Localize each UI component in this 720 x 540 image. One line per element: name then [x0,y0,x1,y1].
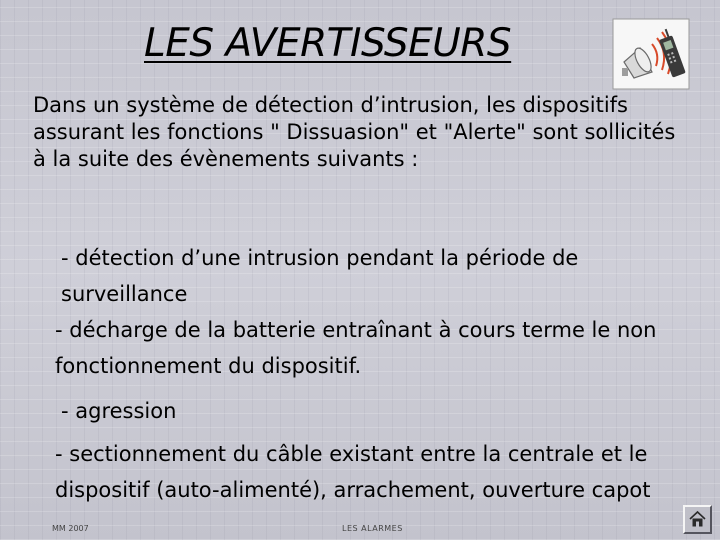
home-button[interactable] [683,505,712,534]
list-item: - décharge de la batterie entraînant à cours terme le non fonctionnement du dispositif. [55,318,657,378]
intro-paragraph: Dans un système de détection d’intrusion, les dispositifs assurant les fonctions " Dissuasion" et "Alerte" sont sollicités à la suite des évènements suivants : [33,93,676,171]
list-item: - sectionnement du câble existant entre la centrale et le dispositif (auto-alimenté), arrachement, ouverture capot [55,442,651,502]
slide-title: LES AVERTISSEURS [144,21,512,66]
home-icon [688,510,707,529]
list-item: - agression [61,399,177,423]
footer-title: LES ALARMES [342,524,403,533]
siren-phone-icon [612,18,690,90]
footer-date: MM 2007 [52,524,89,533]
list-item: - détection d’une intrusion pendant la période de surveillance [61,246,579,306]
